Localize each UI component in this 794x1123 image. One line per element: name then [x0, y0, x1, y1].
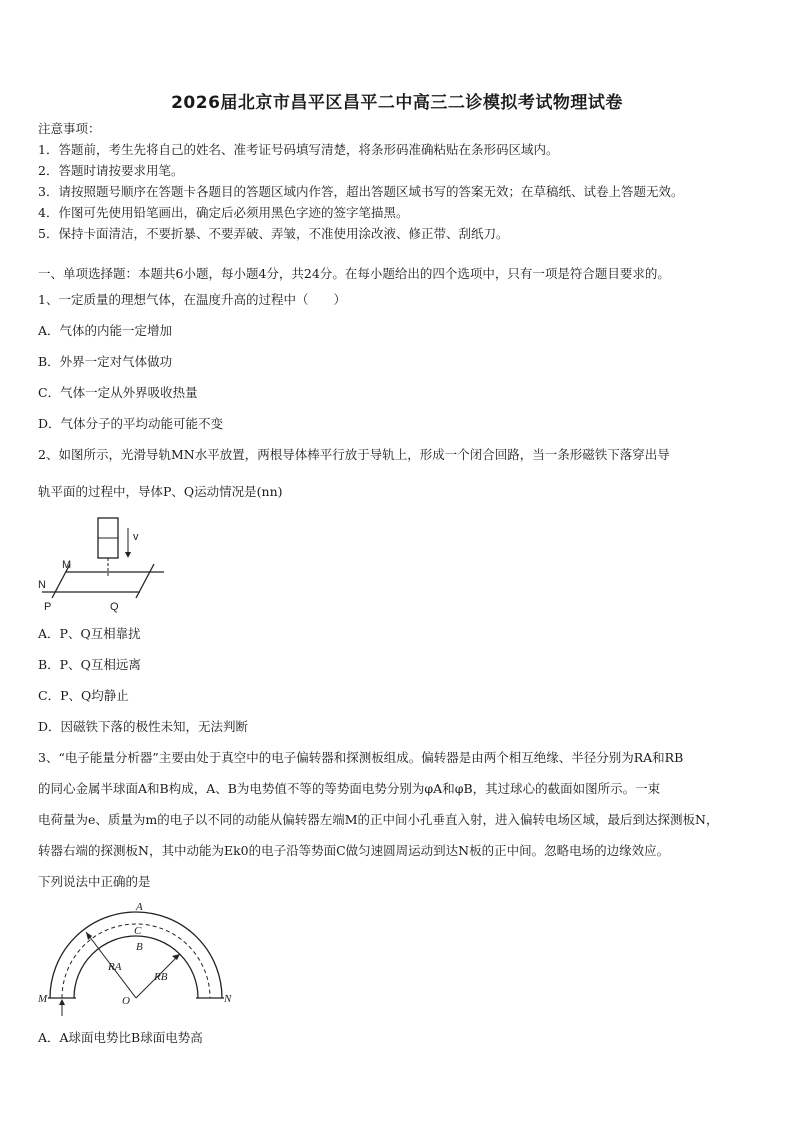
q3-line-2: 的同心金属半球面A和B构成，A、B为电势值不等的等势面电势分别为φA和φB，其过球心的截面如图所示。一束	[38, 781, 661, 796]
label-a: A	[136, 901, 143, 913]
section-heading: 一、单项选择题：本题共6小题，每小题4分，共24分。在每小题给出的四个选项中，只有一项是符合题目要求的。	[38, 266, 670, 281]
q2-option-d: D．因磁铁下落的极性未知，无法判断	[38, 719, 249, 734]
q3-line-1: 3、“电子能量分析器”主要由处于真空中的电子偏转器和探测板组成。偏转器是由两个相互绝缘、半径分别为RA和RB	[38, 750, 684, 765]
page-title: 2026届北京市昌平区昌平二中高三二诊模拟考试物理试卷	[171, 93, 623, 113]
notice-item-5: 5．保持卡面清洁，不要折暴、不要弄破、弄皱，不准使用涂改液、修正带、刮纸刀。	[38, 226, 509, 241]
notice-item-4: 4．作图可先使用铅笔画出，确定后必须用黑色字迹的签字笔描黑。	[38, 205, 409, 220]
label-p: P	[44, 601, 52, 613]
q1-option-b: B．外界一定对气体做功	[38, 354, 173, 369]
q2-option-c: C．P、Q均静止	[38, 688, 129, 703]
label-m: M	[38, 993, 48, 1005]
label-n: N	[38, 579, 46, 591]
arrow-head-icon	[125, 552, 131, 558]
q3-line-5: 下列说法中正确的是	[38, 874, 151, 889]
q1-option-a: A．气体的内能一定增加	[38, 323, 173, 338]
label-c: C	[134, 925, 142, 937]
q3-line-4: 转器右端的探测板N，其中动能为Ek0的电子沿等势面C做匀速圆周运动到达N板的正中间。忽略电场的边缘效应。	[38, 843, 670, 858]
q2-option-a: A．P、Q互相靠扰	[38, 626, 141, 641]
label-o: O	[122, 995, 130, 1007]
q1-option-c: C．气体一定从外界吸收热量	[38, 385, 198, 400]
label-rb: RB	[154, 971, 168, 983]
q2-option-b: B．P、Q互相远离	[38, 657, 141, 672]
q2-stem-line1: 2、如图所示，光滑导轨MN水平放置，两根导体棒平行放于导轨上，形成一个闭合回路，当一条形磁铁下落穿出导	[38, 447, 670, 462]
label-q: Q	[110, 601, 119, 613]
entry-arrow-head-icon	[59, 999, 65, 1005]
q3-figure-deflector	[36, 900, 236, 1020]
label-v: v	[133, 531, 139, 543]
label-b: B	[136, 941, 143, 953]
label-m: M	[62, 559, 72, 571]
q3-line-3: 电荷量为e、质量为m的电子以不同的动能从偏转器左端M的正中间小孔垂直入射，进入偏转电场区域，最后到达探测板N，	[38, 812, 719, 827]
notice-heading: 注意事项：	[38, 121, 101, 136]
q2-figure-magnet-rails	[36, 512, 176, 618]
notice-item-2: 2．答题时请按要求用笔。	[38, 163, 184, 178]
rb-arrow-head-icon	[172, 954, 180, 960]
notice-item-1: 1．答题前，考生先将自己的姓名、准考证号码填写清楚，将条形码准确粘贴在条形码区域内。	[38, 142, 559, 157]
rod-q	[136, 564, 154, 598]
q1-option-d: D．气体分子的平均动能可能不变	[38, 416, 224, 431]
q1-stem: 1、一定质量的理想气体，在温度升高的过程中（ ）	[38, 292, 346, 307]
label-ra: RA	[108, 961, 122, 973]
q3-option-a: A．A球面电势比B球面电势高	[38, 1030, 203, 1045]
label-n: N	[224, 993, 232, 1005]
notice-item-3: 3．请按照题号顺序在答题卡各题目的答题区域内作答，超出答题区域书写的答案无效；在草稿纸、试卷上答题无效。	[38, 184, 684, 199]
q2-stem-line2: 轨平面的过程中，导体P、Q运动情况是(nn)	[38, 484, 283, 499]
